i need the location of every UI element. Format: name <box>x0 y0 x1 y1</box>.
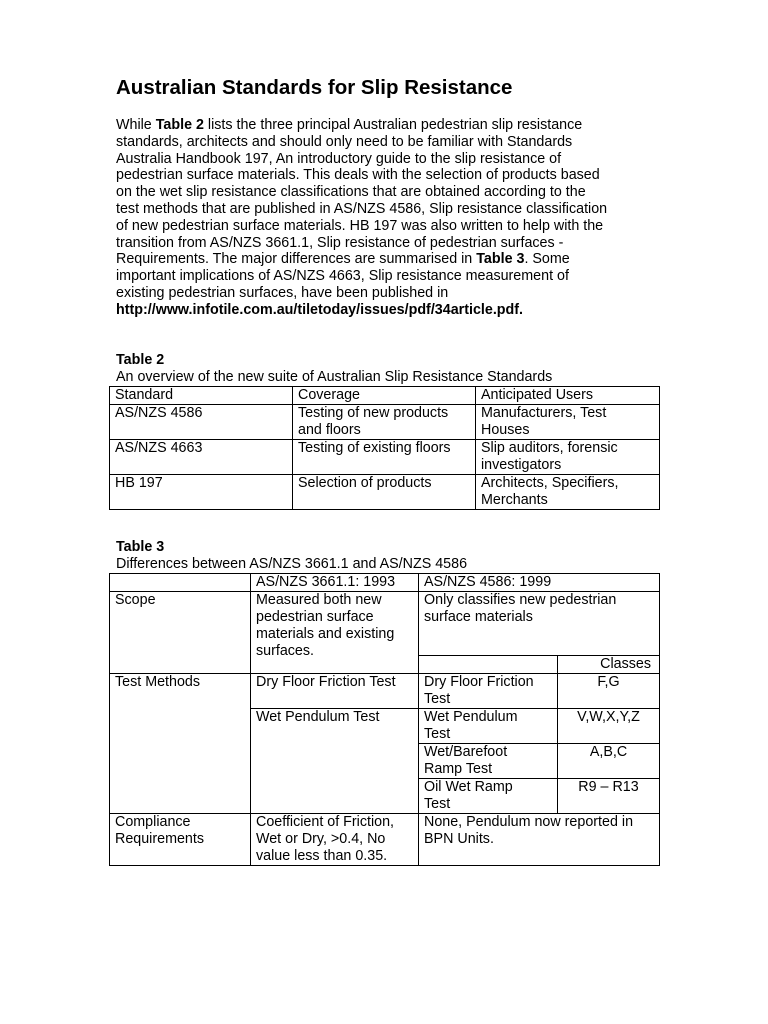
table-header-cell: AS/NZS 3661.1: 1993 <box>251 574 419 592</box>
standards-overview-table <box>109 386 660 510</box>
table-cell: HB 197 <box>110 475 293 510</box>
paragraph-line <box>116 268 661 285</box>
scope-new: Only classifies new pedestrian surface materials <box>419 592 660 656</box>
paragraph-line <box>116 117 661 134</box>
paragraph-line <box>116 218 661 235</box>
test-classes: A,B,C <box>558 744 660 779</box>
paragraph-line <box>116 201 661 218</box>
page-title: Australian Standards for Slip Resistance <box>116 76 513 99</box>
differences-table <box>109 573 660 866</box>
text-run: standards, architects and should only need to be familiar with Standards <box>116 133 573 150</box>
bold-text: Table 2 <box>155 117 204 133</box>
row-label-compliance: Compliance Requirements <box>110 814 251 866</box>
old-test-method: Wet Pendulum Test <box>251 709 419 814</box>
table-cell: Slip auditors, forensic investigators <box>476 440 660 475</box>
table2-label: Table 2 <box>116 352 165 368</box>
table-header-cell: Coverage <box>293 387 476 405</box>
table-row <box>110 405 660 440</box>
table2-caption: An overview of the new suite of Australian Slip Resistance Standards <box>116 369 553 385</box>
table-cell: Testing of existing floors <box>293 440 476 475</box>
old-test-method: Dry Floor Friction Test <box>251 674 419 709</box>
text-run: Requirements. The major differences are summarised in <box>116 251 477 268</box>
test-name: Dry Floor Friction Test <box>419 674 558 709</box>
table-header-row <box>110 387 660 405</box>
text-run: lists the three principal Australian pedestrian slip resistance <box>203 117 583 133</box>
test-name: Wet/Barefoot Ramp Test <box>419 744 558 779</box>
text-run: While <box>116 117 156 133</box>
table-row <box>110 592 660 656</box>
table-row <box>110 475 660 510</box>
table-cell: Testing of new products and floors <box>293 405 476 440</box>
paragraph-line <box>116 167 661 184</box>
table-corner-cell <box>110 574 251 592</box>
table-cell-empty <box>419 656 558 674</box>
test-classes: R9 – R13 <box>558 779 660 814</box>
table-cell: Architects, Specifiers, Merchants <box>476 475 660 510</box>
paragraph-line <box>116 285 661 302</box>
table-cell: AS/NZS 4663 <box>110 440 293 475</box>
text-run: important implications of AS/NZS 4663, Slip resistance measurement of <box>116 268 569 285</box>
paragraph-line <box>116 134 661 151</box>
table-cell: Manufacturers, Test Houses <box>476 405 660 440</box>
paragraph-line <box>116 251 661 268</box>
scope-old: Measured both new pedestrian surface materials and existing surfaces. <box>251 592 419 674</box>
classes-header: Classes <box>558 656 660 674</box>
paragraph-line <box>116 151 661 168</box>
text-run: test methods that are published in AS/NZS 4586, Slip resistance classification <box>116 200 608 217</box>
text-run: Australia Handbook 197, An introductory guide to the slip resistance of <box>116 150 562 167</box>
table-cell: AS/NZS 4586 <box>110 405 293 440</box>
compliance-new: None, Pendulum now reported in BPN Units. <box>419 814 660 866</box>
text-run: transition from AS/NZS 3661.1, Slip resistance of pedestrian surfaces - <box>116 234 564 251</box>
text-run: pedestrian surface materials. This deals with the selection of products based <box>116 167 600 184</box>
table-row <box>110 674 660 709</box>
test-name: Wet Pendulum Test <box>419 709 558 744</box>
paragraph-line <box>116 302 661 319</box>
paragraph-line <box>116 235 661 252</box>
text-run: existing pedestrian surfaces, have been published in <box>116 284 449 301</box>
table-row <box>110 440 660 475</box>
table-row <box>110 814 660 866</box>
bold-text: Table 3 <box>476 251 525 268</box>
test-classes: F,G <box>558 674 660 709</box>
table-header-cell: AS/NZS 4586: 1999 <box>419 574 660 592</box>
intro-paragraph <box>116 117 661 319</box>
table3-label: Table 3 <box>116 539 165 555</box>
text-run: of new pedestrian surface materials. HB 197 was also written to help with the <box>116 217 604 234</box>
text-run: on the wet slip resistance classifications that are obtained according to the <box>116 184 586 201</box>
table3-caption: Differences between AS/NZS 3661.1 and AS/NZS 4586 <box>116 556 468 572</box>
table-header-row <box>110 574 660 592</box>
compliance-old: Coefficient of Friction, Wet or Dry, >0.4, No value less than 0.35. <box>251 814 419 866</box>
row-label-test-methods: Test Methods <box>110 674 251 814</box>
test-classes: V,W,X,Y,Z <box>558 709 660 744</box>
test-name: Oil Wet Ramp Test <box>419 779 558 814</box>
table-cell: Selection of products <box>293 475 476 510</box>
table-header-cell: Standard <box>110 387 293 405</box>
paragraph-line <box>116 184 661 201</box>
table-header-cell: Anticipated Users <box>476 387 660 405</box>
bold-text: http://www.infotile.com.au/tiletoday/issues/pdf/34article.pdf. <box>116 301 523 318</box>
row-label-scope: Scope <box>110 592 251 674</box>
text-run: . Some <box>524 251 570 268</box>
